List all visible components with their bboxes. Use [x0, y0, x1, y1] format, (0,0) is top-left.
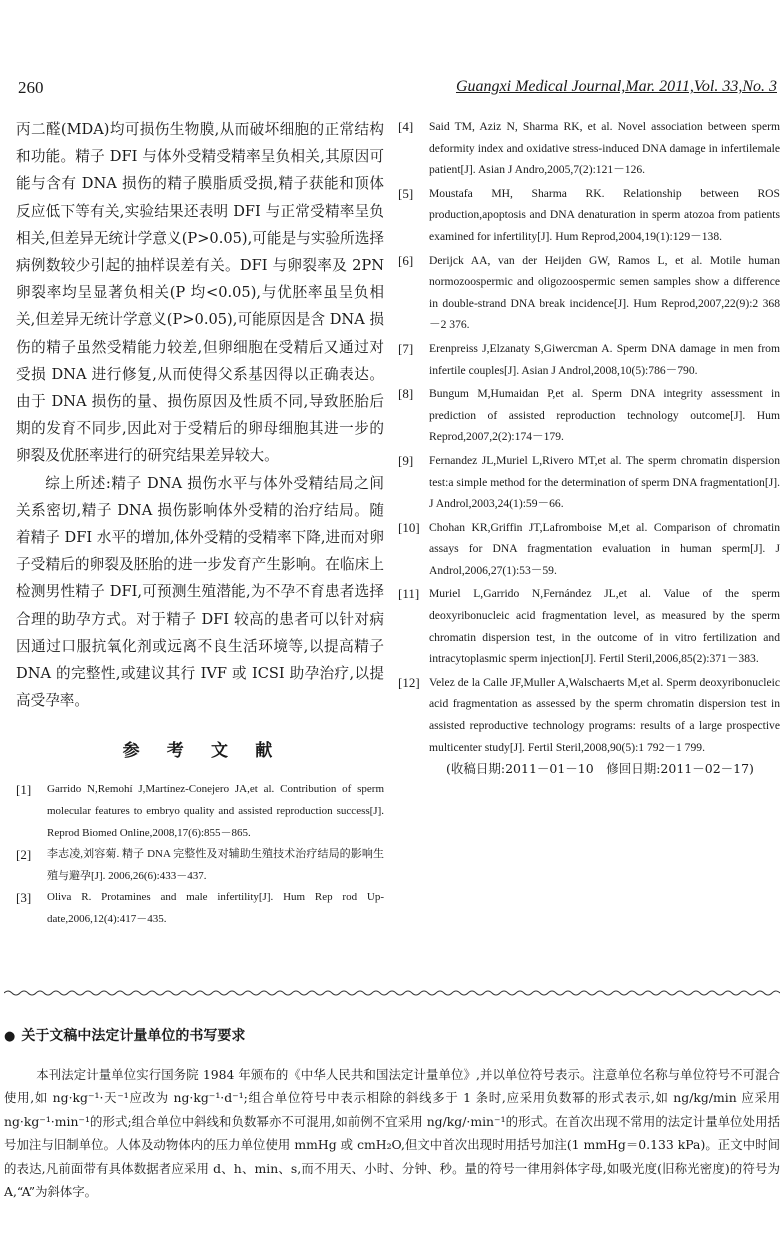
- reference-item: [398, 116, 780, 181]
- reference-text: Moustafa MH, Sharma RK. Relationship between ROS production,apoptosis and DNA denaturation in sperm atozoa from patients examined for infertility[J]. Hum Reprod,2004,19(1):129－138.: [429, 186, 780, 243]
- reference-text: 李志凌,刘容菊. 精子 DNA 完整性及对辅助生殖技术治疗结局的影响生殖与避孕[J]. 2006,26(6):433－437.: [47, 848, 384, 882]
- reference-number: [9]: [398, 452, 414, 468]
- reference-number: [2]: [16, 847, 32, 863]
- reference-item: [398, 583, 780, 669]
- reference-number: [6]: [398, 252, 414, 268]
- page-number: 260: [18, 78, 44, 97]
- reference-text: Garrido N,Remohí J,Martínez-Conejero JA,et al. Contribution of sperm molecular features to embryo quality and assisted reproduction success[J]. Reprod Biomed Online,2008,17(6):855－865.: [47, 783, 384, 839]
- reference-number: [11]: [398, 586, 420, 602]
- reference-item: [16, 844, 384, 887]
- reference-item: [398, 183, 780, 248]
- notice-title-text: 关于文稿中法定计量单位的书写要求: [21, 1028, 246, 1044]
- conclusion-paragraph: 综上所述:精子 DNA 损伤水平与体外受精结局之间关系密切,精子 DNA 损伤影响体外受精的治疗结局。随着精子 DFI 水平的增加,体外受精的受精率下降,进而对卵子受精后的卵裂及胚胎的进一步发育产生影响。在临床上检测男性精子 DFI,可预测生殖潜能,为不孕不育患者选择合理的助孕方式。对于精子 DFI 较高的患者可以针对病因通过口服抗氧化剂或远离不良生活环境等,以提高精子 DNA 的完整性,或建议其行 IVF 或 ICSI 助孕治疗,以提高受孕率。: [16, 474, 384, 710]
- notice-body: 本刊法定计量单位实行国务院 1984 年颁布的《中华人民共和国法定计量单位》,并以单位符号表示。注意单位名称与单位符号不可混合使用,如 ng·kg⁻¹·天⁻¹应改为 ng·kg⁻¹·d⁻¹;组合单位符号中表示相除的斜线多于 1 条时,应采用负数幂的形式表示,如 ng/kg/min 应采用 ng·kg⁻¹·min⁻¹的形式;组合单位中斜线和负数幂亦不可混用,如前例不宜采用 ng/kg/·min⁻¹的形式。在首次出现不常用的法定计量单位处用括号加注与旧制单位。人体及动物体内的压力单位使用 mmHg 或 cmH₂O,但文中首次出现时用括号加注(1 mmHg＝0.133 kPa)。正文中时间的表达,凡前面带有具体数据者应采用 d、h、min、s,而不用天、小时、分钟、秒。量的符号一律用斜体字母,如吸光度(旧称光密度)的符号为 A,“A”为斜体字。: [4, 1067, 780, 1200]
- reference-item: [16, 779, 384, 844]
- reference-number: [12]: [398, 674, 420, 690]
- reference-number: [3]: [16, 890, 32, 906]
- reference-item: [398, 672, 780, 758]
- reference-item: [398, 250, 780, 336]
- reference-item: [398, 517, 780, 582]
- bullet-icon: ●: [4, 1029, 16, 1044]
- reference-item: [398, 338, 780, 381]
- reference-text: Derijck AA, van der Heijden GW, Ramos L, et al. Motile human normozoospermic and oligozoospermic semen samples show a difference in double-strand DNA break incidence[J]. Hum Reprod,2007,22(9):2 368－2 376.: [429, 253, 780, 332]
- reference-number: [10]: [398, 519, 420, 535]
- reference-text: Fernandez JL,Muriel L,Rivero MT,et al. The sperm chromatin dispersion test:a simple method for the determination of sperm DNA fragmentation[J]. J Androl,2003,24(1):59－66.: [429, 453, 780, 511]
- wavy-divider: [4, 988, 780, 998]
- reference-number: [5]: [398, 185, 414, 201]
- references-heading: 参考文献: [122, 741, 300, 762]
- reference-text: Bungum M,Humaidan P,et al. Sperm DNA integrity assessment in prediction of assisted reproduction technology outcome[J]. Hum Reprod,2007,2(2):174－179.: [429, 387, 780, 444]
- reference-text: Chohan KR,Griffin JT,Lafromboise M,et al. Comparison of chromatin assays for DNA fragmentation evaluation in human sperm[J]. J Androl,2006,27(1):53－59.: [429, 520, 780, 577]
- reference-item: [398, 383, 780, 448]
- journal-running-header: Guangxi Medical Journal,Mar. 2011,Vol. 33,No. 3: [455, 78, 777, 95]
- reference-number: [1]: [16, 782, 32, 798]
- reference-number: [7]: [398, 340, 414, 356]
- reference-item: [398, 450, 780, 515]
- reference-number: [4]: [398, 119, 414, 134]
- reference-number: [8]: [398, 386, 414, 402]
- left-column: [16, 116, 384, 931]
- right-column: [398, 116, 780, 780]
- reference-text: Erenpreiss J,Elzanaty S,Giwercman A. Sperm DNA damage in men from infertile couples[J]. Asian J Androl,2008,10(5):786－790.: [429, 341, 780, 377]
- discussion-paragraph: 丙二醛(MDA)均可损伤生物膜,从而破坏细胞的正常结构和功能。精子 DFI 与体外受精受精率呈负相关,其原因可能与含有 DNA 损伤的精子膜脂质受损,精子获能和顶体反应低下等有关,实验结果还表明 DFI 与正常受精率呈负相关,但差异无统计学意义(P>0.05),可能是与实验所选择病例数较少引起的抽样误差有关。DFI 与卵裂率及 2PN 卵裂率均呈显著负相关(P 均<0.05),与优胚率虽呈负相关,但差异无统计学意义(P>0.05),可能原因是含 DNA 损伤的精子虽然受精能力较差,但卵细胞在受精后又通过对受损 DNA 进行修复,从而使得父系基因得以正确表达。由于 DNA 损伤的量、损伤原因及性质不同,导致胚胎后期的发育不同步,因此对于受精后的卵母细胞其进一步的卵裂及优胚率进行的研究结果差异较大。: [16, 121, 384, 465]
- received-revised-dates: (收稿日期:2011－01－10 修回日期:2011－02－17): [446, 761, 754, 777]
- notice-title: [4, 1025, 245, 1045]
- reference-text: Oliva R. Protamines and male infertility[J]. Hum Rep rod Up-date,2006,12(4):417－435.: [47, 891, 384, 926]
- reference-text: Muriel L,Garrido N,Fernández JL,et al. Value of the sperm deoxyribonucleic acid fragmentation level, as measured by the sperm chromatin dispersion test, in the outcome of in vitro fertilization and intracytoplasmic sperm injection[J]. Fertil Steril,2006,85(2):371－383.: [429, 587, 780, 666]
- reference-text: Velez de la Calle JF,Muller A,Walschaerts M,et al. Sperm deoxyribonucleic acid fragmentation as assessed by the sperm chromatin dispersion test in assisted reproductive technology programs: results of a large prospective multicenter study[J]. Fertil Steril,2008,90(5):1 792－1 799.: [429, 675, 780, 754]
- reference-item: [16, 887, 384, 930]
- reference-text: Said TM, Aziz N, Sharma RK, et al. Novel association between sperm deformity index and oxidative stress-induced DNA damage in infertilemale patient[J]. Asian J Andro,2005,7(2):121－126.: [429, 120, 780, 177]
